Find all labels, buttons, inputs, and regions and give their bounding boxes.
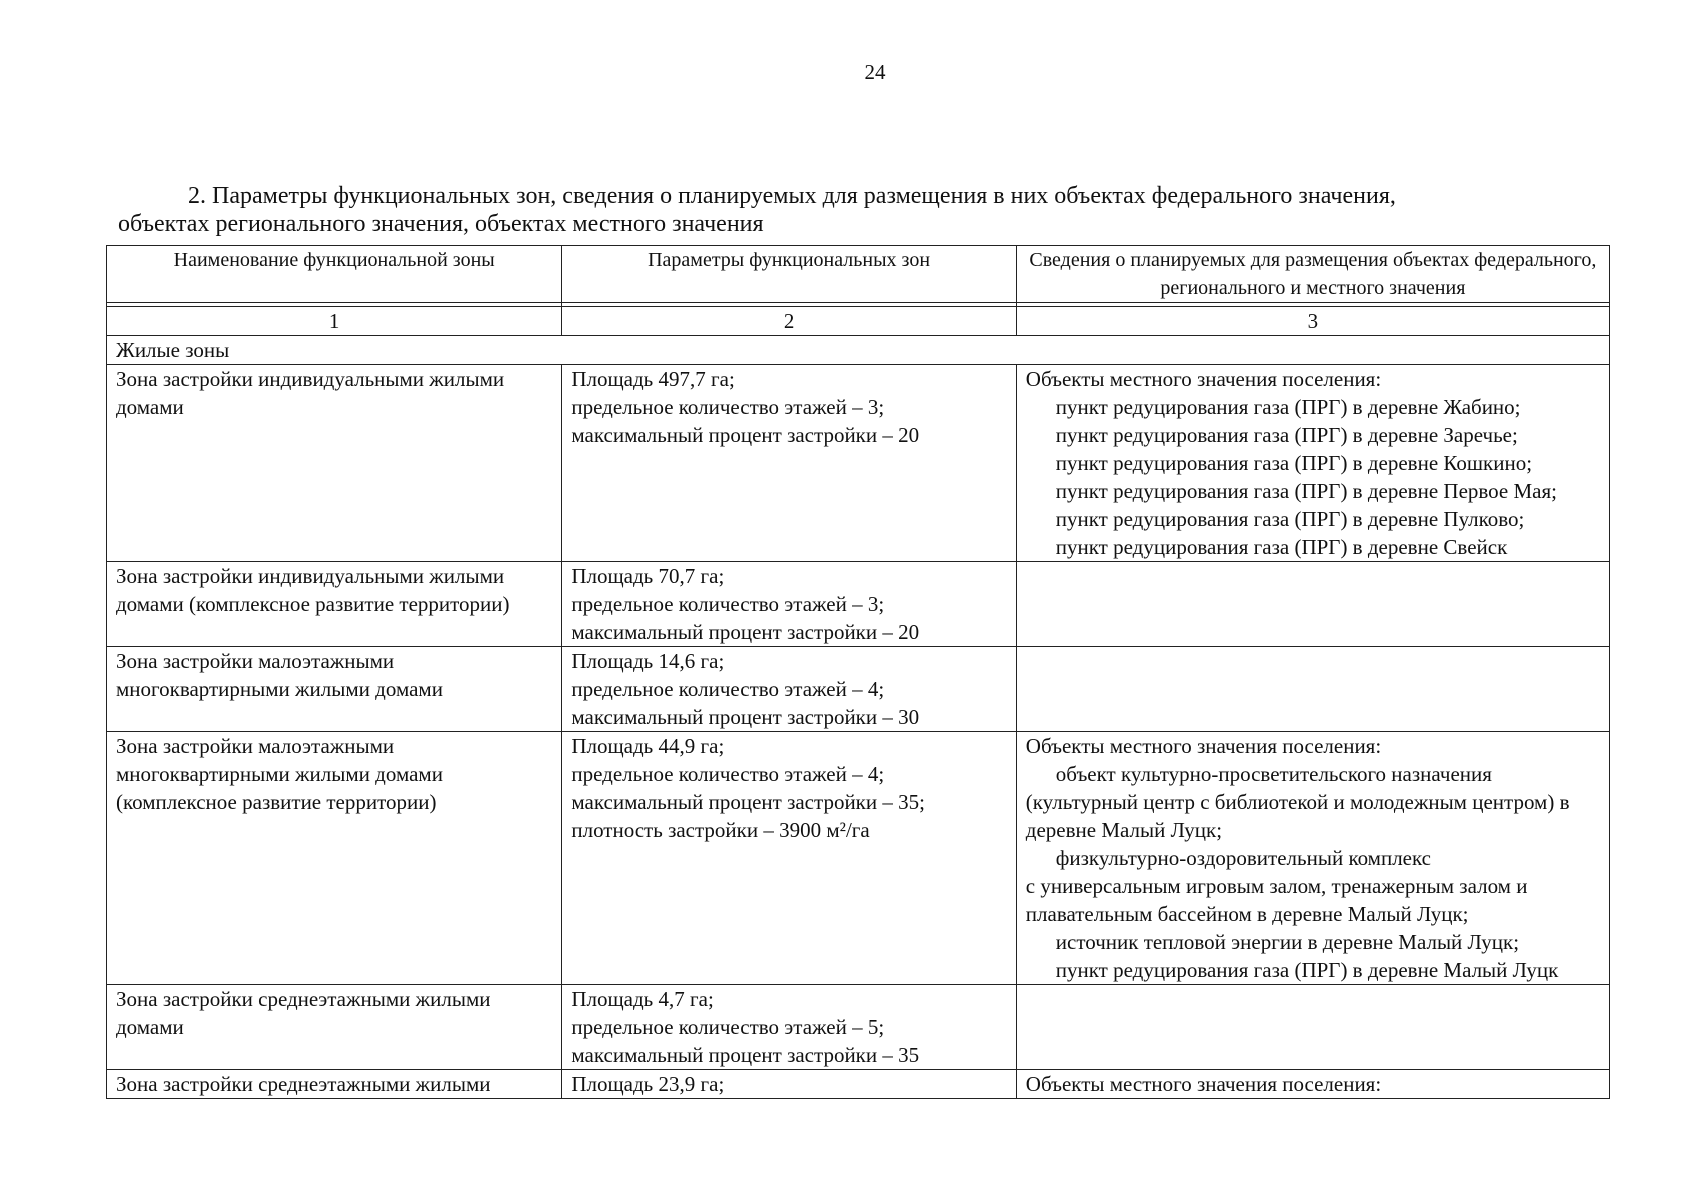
table-row bbox=[107, 1070, 1610, 1099]
column-number: 2 bbox=[562, 307, 1016, 336]
header-planned-objects: Сведения о планируемых для размещения объектах федерального, регионального и местного значения bbox=[1016, 246, 1609, 303]
column-number-row bbox=[107, 307, 1610, 336]
heading-line-2: объектах регионального значения, объектах местного значения bbox=[118, 211, 764, 237]
planned-objects bbox=[1016, 562, 1609, 647]
table-row bbox=[107, 647, 1610, 732]
planned-objects bbox=[1016, 985, 1609, 1070]
planned-objects: Объекты местного значения поселения: bbox=[1016, 1070, 1609, 1099]
table-row bbox=[107, 985, 1610, 1070]
zone-params: Площадь 497,7 га; предельное количество этажей – 3; максимальный процент застройки – 20 bbox=[562, 365, 1016, 562]
heading-line-1: 2. Параметры функциональных зон, сведения о планируемых для размещения в них объектах федерального значения, bbox=[188, 183, 1396, 209]
functional-zones-table bbox=[106, 245, 1610, 1099]
zone-name: Зона застройки индивидуальными жилыми домами bbox=[107, 365, 562, 562]
zone-name: Зона застройки малоэтажными многоквартирными жилыми домами bbox=[107, 647, 562, 732]
planned-objects: Объекты местного значения поселения: объект культурно-просветительского назначения (культурный центр с библиотекой и молодежным центром) в деревне Малый Луцк; физкультурно-оздоровительный комплекс с универсальным игровым залом, тренажерным залом и плавательным бассейном в деревне Малый Луцк; источник тепловой энергии в деревне Малый Луцк; пункт редуцирования газа (ПРГ) в деревне Малый Луцк bbox=[1016, 732, 1609, 985]
section-title: Жилые зоны bbox=[107, 336, 1610, 365]
zone-params: Площадь 44,9 га; предельное количество этажей – 4; максимальный процент застройки – 35; плотность застройки – 3900 м²/га bbox=[562, 732, 1016, 985]
header-zone-name: Наименование функциональной зоны bbox=[107, 246, 562, 303]
zone-name: Зона застройки среднеэтажными жилыми bbox=[107, 1070, 562, 1099]
zone-params: Площадь 4,7 га; предельное количество этажей – 5; максимальный процент застройки – 35 bbox=[562, 985, 1016, 1070]
column-number: 1 bbox=[107, 307, 562, 336]
zone-name: Зона застройки малоэтажными многоквартирными жилыми домами (комплексное развитие территории) bbox=[107, 732, 562, 985]
table-row bbox=[107, 562, 1610, 647]
zone-params: Площадь 70,7 га; предельное количество этажей – 3; максимальный процент застройки – 20 bbox=[562, 562, 1016, 647]
section-row bbox=[107, 336, 1610, 365]
table-row bbox=[107, 732, 1610, 985]
planned-objects bbox=[1016, 647, 1609, 732]
zone-params: Площадь 23,9 га; bbox=[562, 1070, 1016, 1099]
section-heading bbox=[118, 182, 1638, 238]
table-row bbox=[107, 365, 1610, 562]
page-number: 24 bbox=[864, 60, 886, 84]
zone-name: Зона застройки индивидуальными жилыми домами (комплексное развитие территории) bbox=[107, 562, 562, 647]
zone-params: Площадь 14,6 га; предельное количество этажей – 4; максимальный процент застройки – 30 bbox=[562, 647, 1016, 732]
planned-objects: Объекты местного значения поселения: пункт редуцирования газа (ПРГ) в деревне Жабино; пункт редуцирования газа (ПРГ) в деревне Заречье; пункт редуцирования газа (ПРГ) в деревне Кошкино; пункт редуцирования газа (ПРГ) в деревне Первое Мая; пункт редуцирования газа (ПРГ) в деревне Пулково; пункт редуцирования газа (ПРГ) в деревне Свейск bbox=[1016, 365, 1609, 562]
table-header-row bbox=[107, 246, 1610, 303]
header-zone-params: Параметры функциональных зон bbox=[562, 246, 1016, 303]
column-number: 3 bbox=[1016, 307, 1609, 336]
zone-name: Зона застройки среднеэтажными жилыми домами bbox=[107, 985, 562, 1070]
